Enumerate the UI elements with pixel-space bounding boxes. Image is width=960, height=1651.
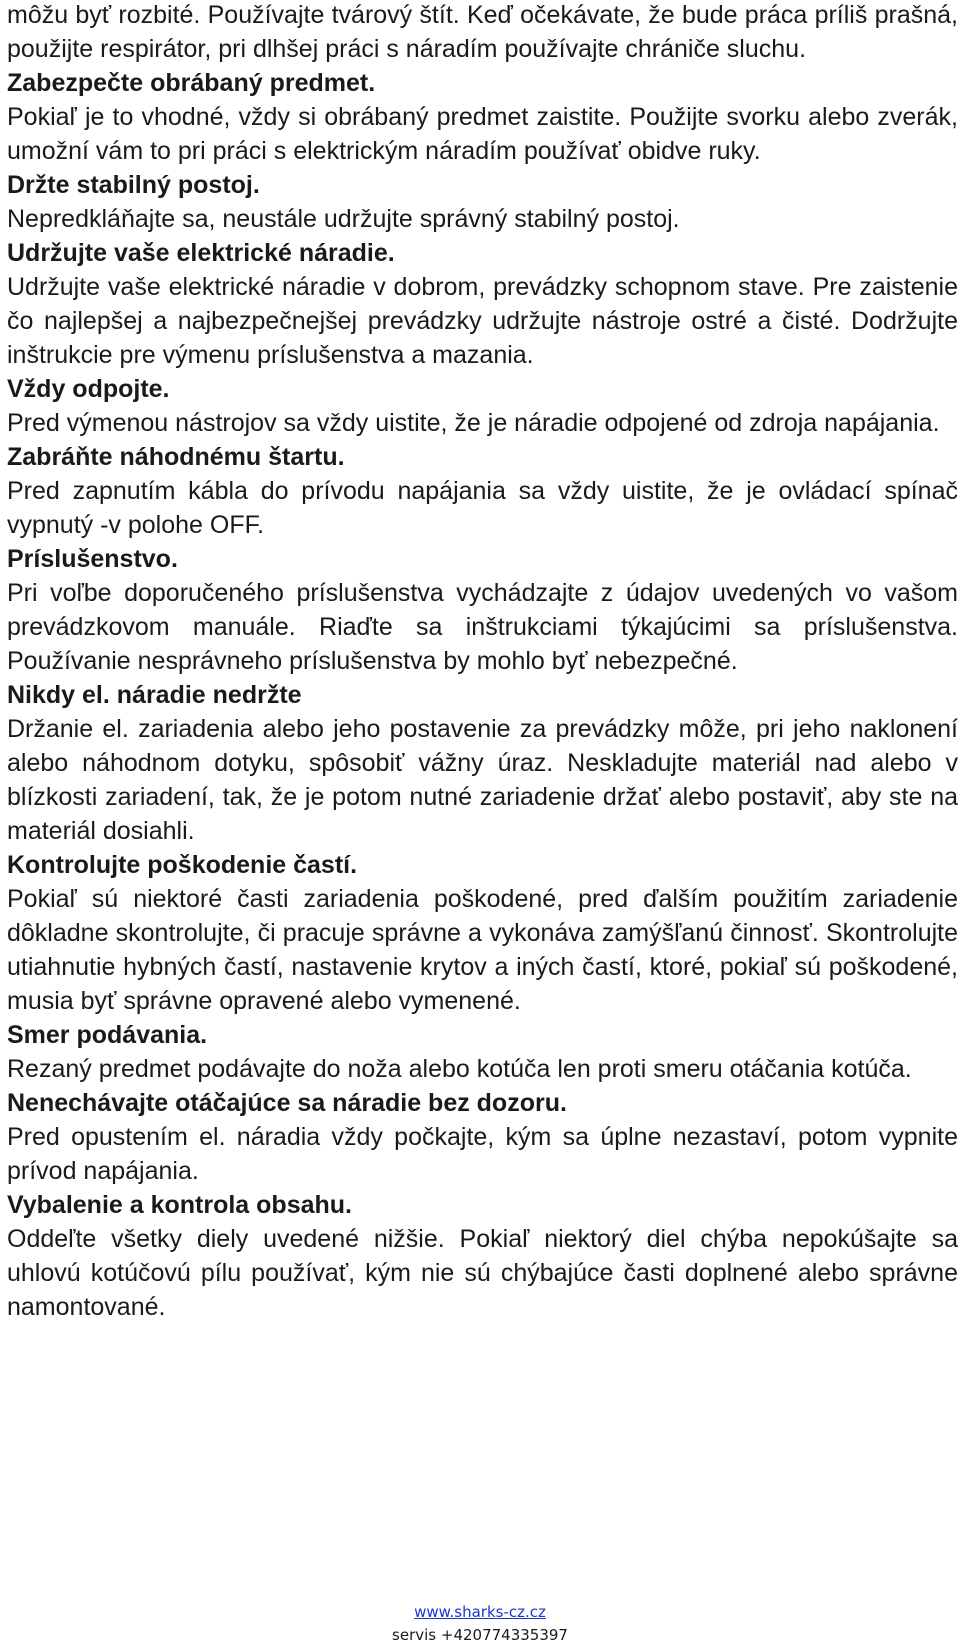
section-body-prevent-start: Pred zapnutím kábla do prívodu napájania sa vždy uistite, že je ovládací spínač vypnutý -v polohe OFF. bbox=[7, 477, 958, 539]
footer-website-line bbox=[0, 1601, 960, 1624]
intro-paragraph: môžu byť rozbité. Používajte tvárový štít. Keď očekávate, že bude práca príliš prašná, použijte respirátor, pri dlhšej práci s náradím používajte chrániče sluchu. bbox=[7, 1, 958, 63]
section-body-never-hold: Držanie el. zariadenia alebo jeho postavenie za prevádzky môže, pri jeho naklonení alebo náhodnom dotyku, spôsobiť vážny úraz. Neskladujte materiál nad alebo v blízkosti zariadení, tak, že je potom nutné zariadenie držať alebo postaviť, aby ste na materiál dosiahli. bbox=[7, 715, 958, 845]
section-heading-feed-direction: Smer podávania. bbox=[7, 1021, 208, 1049]
footer-service-phone: servis +420774335397 bbox=[392, 1626, 568, 1644]
section-body-unpacking: Oddeľte všetky diely uvedené nižšie. Pokiaľ niektorý diel chýba nepokúšajte sa uhlovú kotúčovú pílu používať, kým nie sú chýbajúce časti doplnené alebo správne namontované. bbox=[7, 1225, 958, 1321]
section-heading-unattended: Nenechávajte otáčajúce sa náradie bez dozoru. bbox=[7, 1089, 567, 1117]
section-body-unattended: Pred opustením el. náradia vždy počkajte, kým sa úplne nezastaví, potom vypnite prívod napájania. bbox=[7, 1123, 958, 1185]
document-page bbox=[7, 0, 958, 1324]
section-heading-unpacking: Vybalenie a kontrola obsahu. bbox=[7, 1191, 352, 1219]
section-body-stable-stance: Nepredkláňajte sa, neustále udržujte správný stabilný postoj. bbox=[7, 205, 680, 233]
section-heading-maintain-tools: Udržujte vaše elektrické náradie. bbox=[7, 239, 395, 267]
section-heading-never-hold: Nikdy el. náradie nedržte bbox=[7, 681, 302, 709]
section-heading-accessories: Príslušenstvo. bbox=[7, 545, 178, 573]
section-heading-check-damage: Kontrolujte poškodenie častí. bbox=[7, 851, 358, 879]
section-heading-secure-workpiece: Zabezpečte obrábaný predmet. bbox=[7, 69, 376, 97]
section-body-accessories: Pri voľbe doporučeného príslušenstva vychádzajte z údajov uvedených vo vašom prevádzkovom manuále. Riaďte sa inštrukciami týkajúcimi sa príslušenstva. Používanie nesprávneho príslušenstva by mohlo byť nebezpečné. bbox=[7, 579, 958, 675]
section-body-disconnect: Pred výmenou nástrojov sa vždy uistite, že je náradie odpojené od zdroja napájania. bbox=[7, 409, 940, 437]
section-body-feed-direction: Rezaný predmet podávajte do noža alebo kotúča len proti smeru otáčania kotúča. bbox=[7, 1055, 912, 1083]
section-body-maintain-tools: Udržujte vaše elektrické náradie v dobrom, prevádzky schopnom stave. Pre zaistenie čo najlepšej a najbezpečnejšej prevádzky udržujte nástroje ostré a čisté. Dodržujte inštrukcie pre výmenu príslušenstva a mazania. bbox=[7, 273, 958, 369]
section-heading-prevent-start: Zabráňte náhodnému štartu. bbox=[7, 443, 345, 471]
section-body-secure-workpiece: Pokiaľ je to vhodné, vždy si obrábaný predmet zaistite. Použijte svorku alebo zverák, umožní vám to pri práci s elektrickým náradím používať obidve ruky. bbox=[7, 103, 958, 165]
section-heading-stable-stance: Držte stabilný postoj. bbox=[7, 171, 260, 199]
website-link[interactable]: www.sharks-cz.cz bbox=[414, 1603, 546, 1621]
section-body-check-damage: Pokiaľ sú niektoré časti zariadenia poškodené, pred ďalším použitím zariadenie dôkladne skontrolujte, či pracuje správne a vykonáva zamýšľanú činnosť. Skontrolujte utiahnutie hybných častí, nastavenie krytov a iných častí, ktoré, pokiaľ sú poškodené, musia byť správne opravené alebo vymenené. bbox=[7, 885, 958, 1015]
page-footer bbox=[0, 1601, 960, 1647]
section-heading-disconnect: Vždy odpojte. bbox=[7, 375, 170, 403]
